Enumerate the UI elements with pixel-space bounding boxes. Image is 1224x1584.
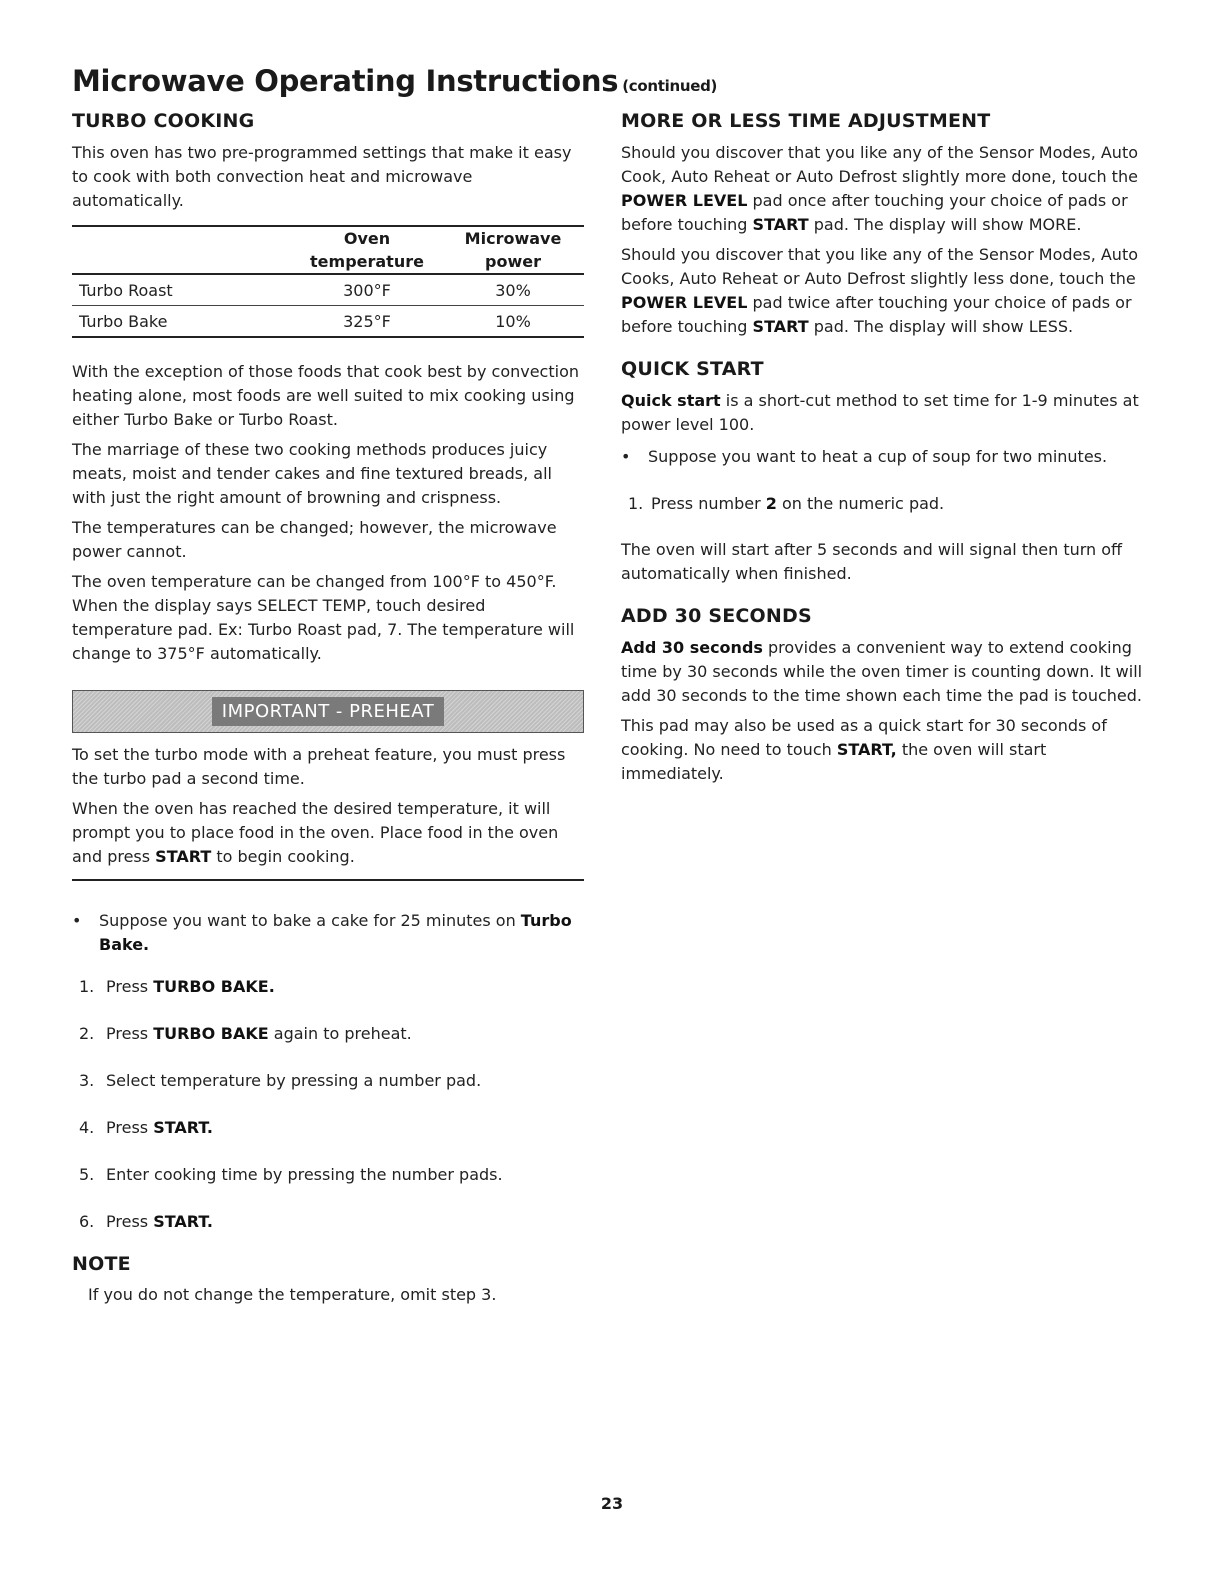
turbo-intro: This oven has two pre-programmed settings that make it easy to cook with both convection heat and microwave automatically. — [72, 143, 572, 210]
step-item: 2. Press TURBO BAKE again to preheat. — [79, 1024, 412, 1043]
add-30-paragraph-2: This pad may also be used as a quick start for 30 seconds of cooking. No need to touch START, the oven will start immediately. — [621, 716, 1107, 783]
page-title-text: Microwave Operating Instructions — [72, 64, 619, 98]
banner-label: IMPORTANT - PREHEAT — [212, 697, 444, 726]
turbo-paragraph-1: With the exception of those foods that cook best by convection heating alone, most foods are well suited to mix cooking using either Turbo Bake or Turbo Roast. — [72, 362, 579, 429]
note-heading: NOTE — [72, 1253, 131, 1275]
quick-start-intro: Quick start is a short-cut method to set time for 1-9 minutes at power level 100. — [621, 391, 1139, 434]
turbo-cooking-heading: TURBO COOKING — [72, 110, 255, 132]
left-column — [72, 110, 584, 1313]
quick-start-heading: QUICK START — [621, 358, 764, 380]
row-temp: 300°F — [292, 274, 442, 306]
table-header-row — [72, 227, 584, 274]
add-30-paragraph-1: Add 30 seconds provides a convenient way to extend cooking time by 30 seconds while the oven timer is counting down. It will add 30 seconds to the time shown each time the pad is touched. — [621, 638, 1143, 705]
step-item: 6. Press START. — [79, 1212, 213, 1231]
note-text: If you do not change the temperature, omit step 3. — [88, 1285, 497, 1304]
preheat-paragraph-2: When the oven has reached the desired temperature, it will prompt you to place food in the oven. Place food in the oven and press START to begin cooking. — [72, 799, 559, 866]
quick-start-example: • Suppose you want to heat a cup of soup for two minutes. — [621, 445, 1145, 469]
turbo-paragraph-2: The marriage of these two cooking methods produces juicy meats, moist and tender cakes and fine textured breads, all with just the right amount of browning and crispness. — [72, 440, 552, 507]
col-header-microwave: Microwave power — [464, 229, 562, 271]
example-item: • Suppose you want to bake a cake for 25 minutes on Turbo Bake. — [72, 909, 584, 957]
right-column — [621, 110, 1145, 792]
more-paragraph: Should you discover that you like any of the Sensor Modes, Auto Cook, Auto Reheat or Auto Defrost slightly more done, touch the POWER LEVEL pad once after touching your choice of pads or before touching START pad. The display will show MORE. — [621, 143, 1139, 234]
table-row — [72, 274, 584, 306]
important-preheat-banner — [72, 690, 584, 733]
step-item: 1. Press TURBO BAKE. — [79, 977, 275, 996]
quick-start-result: The oven will start after 5 seconds and will signal then turn off automatically when finished. — [621, 540, 1123, 583]
step-item: 3. Select temperature by pressing a number pad. — [79, 1071, 482, 1090]
turbo-settings-table — [72, 227, 584, 338]
page-title — [72, 64, 717, 98]
page-number: 23 — [600, 1494, 624, 1513]
row-power: 30% — [442, 274, 584, 306]
turbo-steps — [72, 975, 584, 1234]
quick-start-steps — [621, 492, 1145, 516]
row-temp: 325°F — [292, 306, 442, 338]
less-paragraph: Should you discover that you like any of the Sensor Modes, Auto Cooks, Auto Reheat or Auto Defrost slightly less done, touch the POWER LEVEL pad twice after touching your choice of pads or before touching START pad. The display will show LESS. — [621, 245, 1139, 336]
step-item: 1. Press number 2 on the numeric pad. — [628, 494, 945, 513]
row-power: 10% — [442, 306, 584, 338]
preheat-section — [72, 743, 584, 881]
continued-label: (continued) — [622, 77, 718, 95]
preheat-paragraph-1: To set the turbo mode with a preheat feature, you must press the turbo pad a second time. — [72, 745, 566, 788]
table-row — [72, 306, 584, 338]
row-name: Turbo Bake — [72, 306, 292, 338]
col-header-setting — [72, 227, 292, 274]
step-item: 4. Press START. — [79, 1118, 213, 1137]
turbo-paragraph-3: The temperatures can be changed; however, the microwave power cannot. — [72, 518, 557, 561]
more-less-heading: MORE OR LESS TIME ADJUSTMENT — [621, 110, 991, 132]
col-header-oven: Oven temperature — [310, 229, 424, 271]
quick-start-example-list — [621, 445, 1145, 469]
example-list — [72, 909, 584, 957]
turbo-paragraph-4: The oven temperature can be changed from 100°F to 450°F. When the display says SELECT TEMP, touch desired temperature pad. Ex: Turbo Roast pad, 7. The temperature will change to 375°F automatically. — [72, 572, 575, 663]
row-name: Turbo Roast — [72, 274, 292, 306]
step-item: 5. Enter cooking time by pressing the number pads. — [79, 1165, 503, 1184]
add-30-heading: ADD 30 SECONDS — [621, 605, 812, 627]
